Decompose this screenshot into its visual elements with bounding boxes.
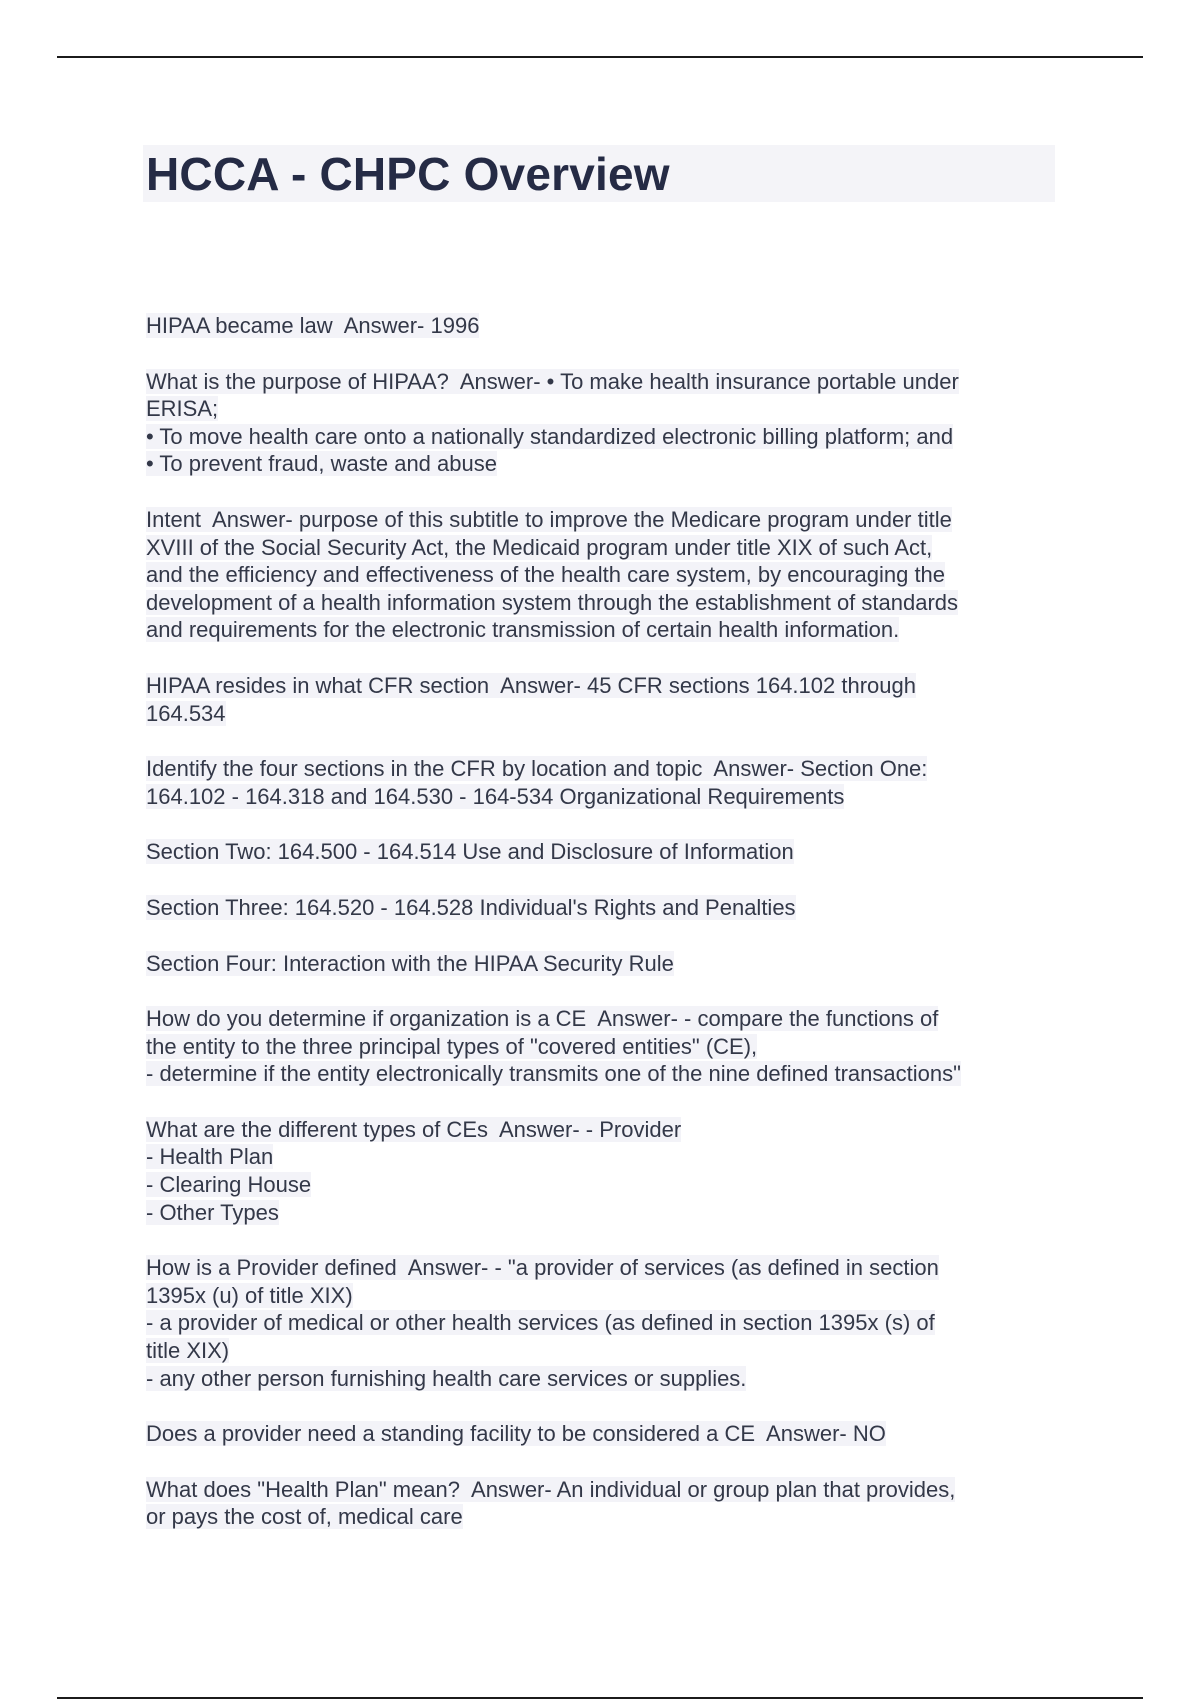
qa-entry-four-sections	[146, 755, 1066, 810]
qa-entry-section-two	[146, 838, 1066, 866]
text-line: Identify the four sections in the CFR by location and topic Answer- Section One:	[146, 756, 928, 782]
qa-entry-hipaa-purpose	[146, 368, 1066, 478]
qa-entry-hipaa-law	[146, 312, 1066, 340]
qa-list	[146, 312, 1066, 1559]
text-line: and requirements for the electronic transmission of certain health information.	[146, 617, 900, 643]
text-line: • To prevent fraud, waste and abuse	[146, 451, 497, 477]
text-line: How do you determine if organization is a CE Answer- - compare the functions of	[146, 1006, 939, 1032]
text-line: - Health Plan	[146, 1144, 274, 1170]
text-line: • To move health care onto a nationally standardized electronic billing platform; and	[146, 423, 954, 449]
text-line: - Other Types	[146, 1199, 279, 1225]
qa-entry-section-four	[146, 950, 1066, 978]
text-line: - a provider of medical or other health services (as defined in section 1395x (s) of	[146, 1310, 935, 1336]
qa-entry-standing-facility	[146, 1420, 1066, 1448]
text-line: Section Two: 164.500 - 164.514 Use and Disclosure of Information	[146, 839, 794, 865]
text-line: What does "Health Plan" mean? Answer- An individual or group plan that provides,	[146, 1476, 956, 1502]
text-line: 164.534	[146, 700, 226, 726]
text-line: How is a Provider defined Answer- - "a provider of services (as defined in section	[146, 1255, 939, 1281]
text-line: and the efficiency and effectiveness of the health care system, by encouraging the	[146, 562, 946, 588]
page-title: HCCA - CHPC Overview	[146, 148, 670, 200]
text-line: - any other person furnishing health care services or supplies.	[146, 1365, 747, 1391]
qa-entry-provider-defined	[146, 1254, 1066, 1392]
text-line: HIPAA became law Answer- 1996	[146, 313, 480, 338]
text-line: 164.102 - 164.318 and 164.530 - 164-534 Organizational Requirements	[146, 783, 845, 809]
text-line: XVIII of the Social Security Act, the Medicaid program under title XIX of such Act,	[146, 534, 933, 560]
text-line: development of a health information system through the establishment of standards	[146, 589, 959, 615]
text-line: Section Three: 164.520 - 164.528 Individual's Rights and Penalties	[146, 894, 796, 920]
qa-entry-determine-ce	[146, 1005, 1066, 1088]
qa-entry-ce-types	[146, 1116, 1066, 1226]
text-line: ERISA;	[146, 396, 219, 422]
text-line: the entity to the three principal types of "covered entities" (CE),	[146, 1033, 758, 1059]
text-line: - determine if the entity electronically transmits one of the nine defined transactions"	[146, 1061, 961, 1087]
bottom-rule	[57, 1697, 1143, 1699]
qa-entry-section-three	[146, 894, 1066, 922]
text-line: What are the different types of CEs Answer- - Provider	[146, 1116, 682, 1142]
top-rule	[57, 56, 1143, 58]
text-line: Intent Answer- purpose of this subtitle to improve the Medicare program under title	[146, 506, 952, 532]
text-line: Section Four: Interaction with the HIPAA Security Rule	[146, 950, 674, 976]
text-line: HIPAA resides in what CFR section Answer- 45 CFR sections 164.102 through	[146, 672, 916, 698]
qa-entry-intent	[146, 506, 1066, 644]
text-line: 1395x (u) of title XIX)	[146, 1282, 353, 1308]
text-line: or pays the cost of, medical care	[146, 1504, 463, 1530]
text-line: What is the purpose of HIPAA? Answer- • To make health insurance portable under	[146, 368, 959, 394]
qa-entry-health-plan	[146, 1476, 1066, 1531]
text-line: Does a provider need a standing facility to be considered a CE Answer- NO	[146, 1421, 886, 1447]
qa-entry-cfr-section	[146, 672, 1066, 727]
text-line: title XIX)	[146, 1338, 230, 1364]
text-line: - Clearing House	[146, 1172, 312, 1198]
